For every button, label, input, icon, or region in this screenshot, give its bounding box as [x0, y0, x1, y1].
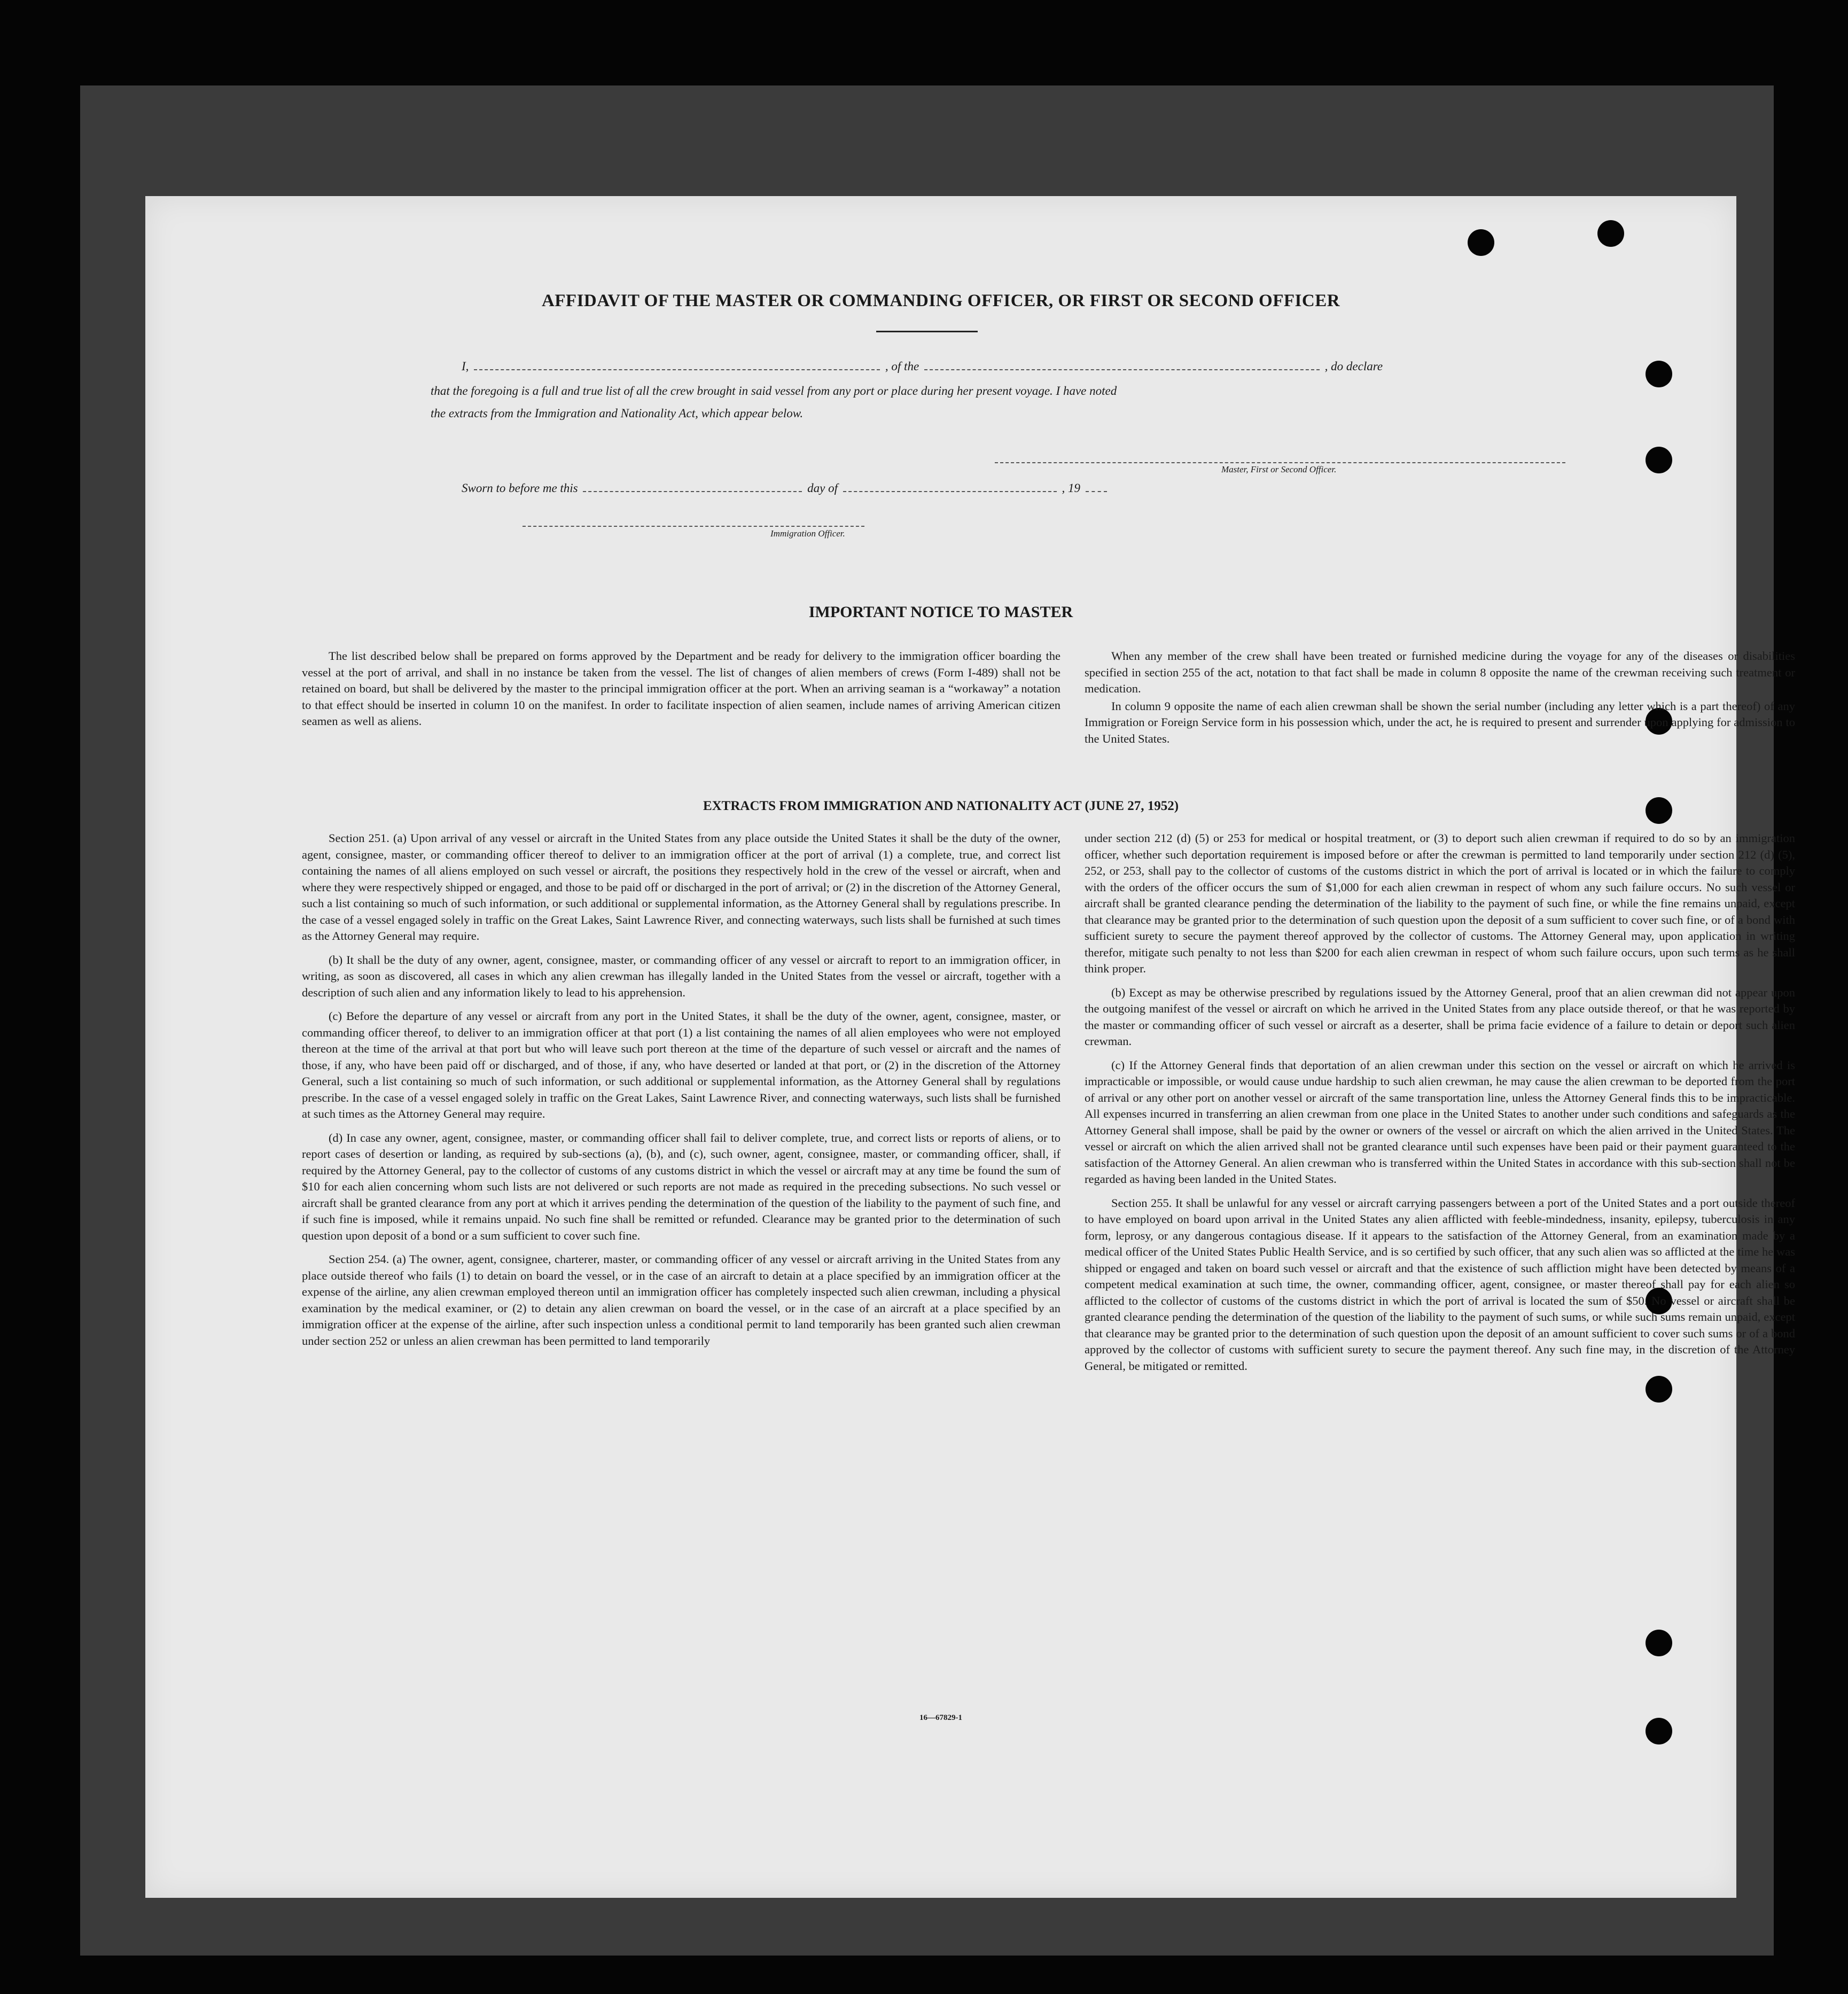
name-field[interactable]: [474, 360, 880, 370]
extracts-left-column: [302, 830, 1061, 1357]
affidavit-declare: , do declare: [1324, 360, 1383, 373]
section-254-a-cont: under section 212 (d) (5) or 253 for medical or hospital treatment, or (3) to deport such alien crewman if required to do so by an immigration officer, whether such deportation requirement is imposed before or after the crewman is permitted to land temporarily under section 212 (d) (5), 252, or 253, shall pay to the collector of customs of the customs district in which the port of arrival is located or in which the failure to comply with the orders of the officer occurs the sum of $1,000 for each alien crewman in respect of whom any such failure occurs. No such vessel or aircraft shall be granted clearance pending the determination of the liability to the payment of such fine, or while the fine remains unpaid, except that clearance may be granted prior to the determination of such question upon the deposit of a sum sufficient to cover such fine, or of a bond with sufficient surety to secure the payment thereof approved by the collector of customs. The Attorney General may, upon application in writing therefor, mitigate such penalty to not less than $200 for each alien crewman in respect of whom such failure occurs, upon such terms as he shall think proper.: [1085, 831, 1795, 975]
extracts-heading: EXTRACTS FROM IMMIGRATION AND NATIONALITY ACT (JUNE 27, 1952): [703, 799, 1179, 813]
extracts-right-column: [1085, 830, 1795, 1382]
form-code: 16—67829-1: [919, 1713, 962, 1722]
master-signature-label: Master, First or Second Officer.: [1221, 464, 1337, 474]
section-251-a: Section 251. (a) Upon arrival of any vessel or aircraft in the United States from any place outside the United States it shall be the duty of the owner, agent, consignee, master, or commanding officer thereof to deliver to an immigration officer at the port of arrival (1) a complete, true, and correct list containing the names of all aliens employed on such vessel or aircraft, the positions they respectively hold in the crew of the vessel or aircraft, when and where they were respectively shipped or engaged, and those to be paid off or discharged in the port of arrival; or (2) in the discretion of the Attorney General, such a list containing so much of such information, or such additional or supplemental information, as the Attorney General shall by regulations prescribe. In the case of a vessel engaged solely in traffic on the Great Lakes, Saint Lawrence River, and connecting waterways, such lists shall be furnished at such times as the Attorney General may require.: [302, 831, 1061, 943]
affidavit-of-the: , of the: [885, 360, 919, 373]
notice-left-column: [302, 648, 1061, 737]
sworn-day-field[interactable]: [583, 481, 802, 492]
vessel-field[interactable]: [924, 360, 1320, 370]
notice-right-paragraph-1: When any member of the crew shall have been treated or furnished medicine during the voyage for any of the diseases or disabilities specified in section 255 of the act, notation to that fact shall be made in column 8 opposite the name of the crewman receiving such treatment or medication.: [1085, 649, 1795, 695]
notice-left-paragraph: The list described below shall be prepared on forms approved by the Department and be ready for delivery to the immigration officer boarding the vessel at the port of arrival, and shall in no instance be taken from the vessel. The list of changes of alien members of crews (Form I-489) shall not be retained on board, but shall be delivered by the master to the principal immigration officer at the port. When an arriving seaman is a “workaway” a notation to that effect should be inserted in column 10 on the manifest. In order to facilitate inspection of alien seamen, include names of arriving American citizen seamen as well as aliens.: [302, 649, 1061, 728]
sworn-year-field[interactable]: [1086, 481, 1107, 492]
sworn-label: Sworn to before me this: [462, 481, 578, 495]
section-251-d: (d) In case any owner, agent, consignee, master, or commanding officer shall fail to deliver complete, true, and correct lists or reports of aliens, or to report cases of desertion or landing, as required by sub-sections (a), (b), and (c), such owner, agent, consignee, master, or commanding officer, shall, if required by the Attorney General, pay to the collector of customs of any customs district in which the vessel or aircraft may at any time be found the sum of $10 for each alien concerning whom such lists are not delivered or such reports are not made as required in the preceding subsections. No such vessel or aircraft shall be granted clearance from any port at which it arrives pending the determination of the question of the liability to the payment of such fine, and if such fine is imposed, while it remains unpaid. No such fine shall be remitted or refunded. Clearance may be granted prior to the determination of such question upon deposit of a bond or a sum sufficient to cover such fine.: [302, 1131, 1061, 1242]
section-254-a: Section 254. (a) The owner, agent, consignee, charterer, master, or commanding officer of any vessel or aircraft arriving in the United States from any place outside thereof who fails (1) to detain on board the vessel, or in the case of an aircraft to detain at a place specified by an immigration officer at the expense of the airline, any alien crewman employed thereon until an immigration officer has completely inspected such alien crewman, including a physical examination by the medical examiner, or (2) to detain any alien crewman on board the vessel, or in the case of an aircraft at a place specified by an immigration officer at the expense of the airline, after such inspection unless a conditional permit to land temporarily has been granted such alien crewman under section 252 or unless an alien crewman has been permitted to land temporarily: [302, 1252, 1061, 1347]
document-page: [145, 196, 1795, 1898]
affidavit-line-3: the extracts from the Immigration and Nationality Act, which appear below.: [431, 407, 804, 420]
section-255: Section 255. It shall be unlawful for any vessel or aircraft carrying passengers between a port of the United States and a port outside thereof to have employed on board upon arrival in the United States any alien afflicted with feeble-mindedness, insanity, epilepsy, tuberculosis in any form, leprosy, or any dangerous contagious disease. If it appears to the satisfaction of the Attorney General, from an examination made by a medical officer of the United States Public Health Service, and is so certified by such officer, that any such alien was so afflicted at the time he was shipped or engaged and taken on board such vessel or aircraft and that the existence of such affliction might have been detected by means of a competent medical examination at such time, the owner, commanding officer, agent, consignee, or master thereof shall pay for each alien so afflicted to the collector of customs of the customs district in which the port of arrival is located the sum of $50. No vessel or aircraft shall be granted clearance pending the determination of the question of the liability to the payment of such sums, or while such sums remain unpaid, except that clearance may be granted prior to the determination of such question upon the deposit of an amount sufficient to cover such sums or of a bond approved by the collector of customs with sufficient surety to secure the payment thereof. Any such fine may, in the discretion of the Attorney General, be mitigated or remitted.: [1085, 1196, 1795, 1373]
affidavit-line-1: [462, 360, 1383, 373]
notice-right-column: [1085, 648, 1795, 754]
immigration-officer-label: Immigration Officer.: [770, 528, 845, 539]
affidavit-i: I,: [462, 360, 469, 373]
immigration-officer-line[interactable]: [523, 526, 864, 527]
section-254-c: (c) If the Attorney General finds that deportation of an alien crewman under this section on the vessel or aircraft on which he arrived is impracticable or impossible, or would cause undue hardship to such alien crewman, he may cause the alien crewman to be deported from the port of arrival or any other port on another vessel or aircraft of the same transportation line, unless the Attorney General finds this to be impracticable. All expenses incurred in transferring an alien crewman from one place in the United States to another under such conditions and safeguards as the Attorney General shall impose, shall be paid by the owner or owners of the vessel or aircraft on which the alien arrived in the United States. The vessel or aircraft on which the alien arrived shall not be granted clearance until such expenses have been paid or their payment guaranteed to the satisfaction of the Attorney General. An alien crewman who is transferred within the United States in accordance with this sub-section shall not be regarded as having been landed in the United States.: [1085, 1058, 1795, 1186]
section-251-c: (c) Before the departure of any vessel or aircraft from any port in the United States, it shall be the duty of the owner, agent, consignee, master, or commanding officer thereof, to deliver to an immigration officer at that port (1) a list containing the names of all alien employees who were not employed thereon at the time of the arrival at that port but who will leave such port thereon at the time of the departure of such vessel or aircraft and the names of those, if any, who have been paid off or discharged, and of those, if any, who have deserted or landed at that port, or (2) in the discretion of the Attorney General, such a list containing so much of such information, or such additional or supplemental information, as the Attorney General shall by regulations prescribe. In the case of a vessel engaged solely in traffic on the Great Lakes, Saint Lawrence River, and connecting waterways, such lists shall be furnished at such times as the Attorney General may require.: [302, 1009, 1061, 1120]
page-content: [145, 196, 1795, 1898]
affidavit-title: AFFIDAVIT OF THE MASTER OR COMMANDING OFFICER, OR FIRST OR SECOND OFFICER: [541, 291, 1340, 310]
year-label: , 19: [1062, 481, 1080, 495]
section-254-b: (b) Except as may be otherwise prescribed by regulations issued by the Attorney General, proof that an alien crewman did not appear upon the outgoing manifest of the vessel or aircraft on which he arrived in the United States from any place outside thereof, or that he was reported by the master or commanding officer of such vessel or aircraft as a deserter, shall be prima facie evidence of a failure to detain or deport such alien crewman.: [1085, 985, 1795, 1048]
affidavit-line-2: that the foregoing is a full and true list of all the crew brought in said vessel from any port or place during her present voyage. I have noted: [431, 384, 1117, 398]
day-of-label: day of: [807, 481, 838, 495]
notice-right-paragraph-2: In column 9 opposite the name of each alien crewman shall be shown the serial number (including any letter which is a part thereof) of any Immigration or Foreign Service form in his possession which, under the act, he is required to present and surrender upon applying for admission to the United States.: [1085, 699, 1795, 745]
sworn-line: [462, 481, 1109, 495]
notice-heading: IMPORTANT NOTICE TO MASTER: [808, 603, 1073, 621]
master-signature-line[interactable]: [995, 462, 1565, 463]
sworn-month-field[interactable]: [843, 481, 1057, 492]
section-251-b: (b) It shall be the duty of any owner, agent, consignee, master, or commanding officer of any vessel or aircraft to report to an immigration officer, in writing, as soon as discovered, all cases in which any alien crewman has illegally landed in the United States from the vessel or aircraft, together with a description of such alien and any information likely to lead to his apprehension.: [302, 953, 1061, 999]
title-rule: [876, 331, 978, 332]
